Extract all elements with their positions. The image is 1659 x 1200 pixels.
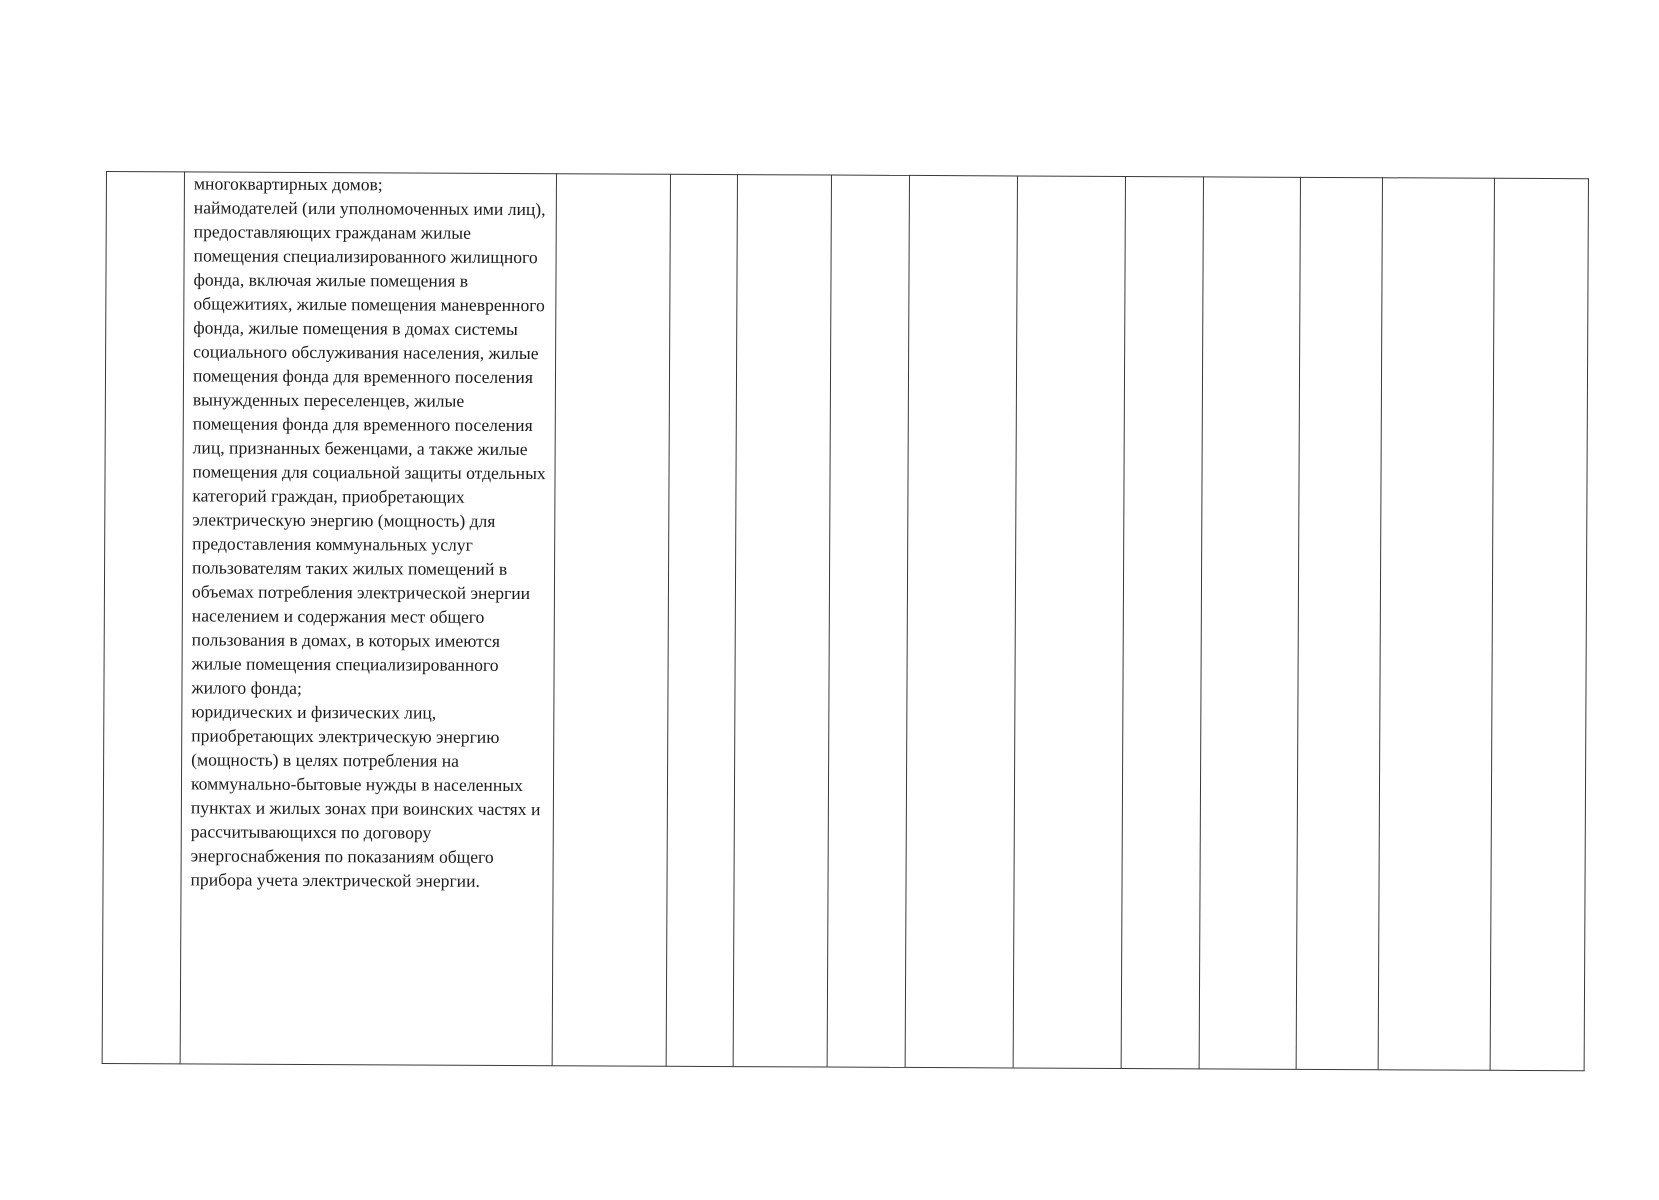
empty-cell [905, 175, 1017, 1068]
empty-cell [1199, 177, 1300, 1069]
description-paragraph: многоквартирных домов; [193, 173, 383, 195]
empty-cell [1013, 176, 1125, 1069]
empty-cell [552, 174, 670, 1067]
empty-cell [1296, 177, 1382, 1069]
empty-cell [1490, 178, 1588, 1070]
empty-cell [733, 175, 831, 1067]
empty-cell [666, 174, 737, 1066]
empty-cell [1121, 176, 1203, 1068]
empty-cell [1378, 178, 1494, 1071]
empty-cell [827, 175, 909, 1067]
table-row [102, 172, 1588, 1071]
description-paragraph: юридических и физических лиц, приобретающих электрическую энергию (мощность) в целях потребления на коммунально-бытовые нужды в населенных пунктах и жилых зонах при воинских частях и рассчитывающихся по договору энергоснабжения по показаниям общего прибора учета электрической энергии. [190, 701, 541, 891]
tariff-table-fragment [102, 171, 1589, 1071]
row-number-cell [102, 172, 184, 1064]
consumer-description-cell [180, 172, 556, 1066]
description-paragraph: наймодателей (или уполномоченных ими лиц), предоставляющих гражданам жилые помещения специализированного жилищного фонда, включая жилые помещения в общежитиях, жилые помещения маневренного фонда, жилые помещения в домах системы социального обслуживания населения, жилые помещения фонда для временного поселения вынужденных переселенцев, жилые помещения фонда для временного поселения лиц, признанных беженцами, а также жилые помещения для социальной защиты отдельных категорий граждан, приобретающих электрическую энергию (мощность) для предоставления коммунальных услуг пользователям таких жилых помещений в объемах потребления электрической энергии населением и содержания мест общего пользования в домах, в которых имеются жилые помещения специализированного жилого фонда; [191, 197, 546, 698]
consumer-description-text [181, 171, 556, 893]
